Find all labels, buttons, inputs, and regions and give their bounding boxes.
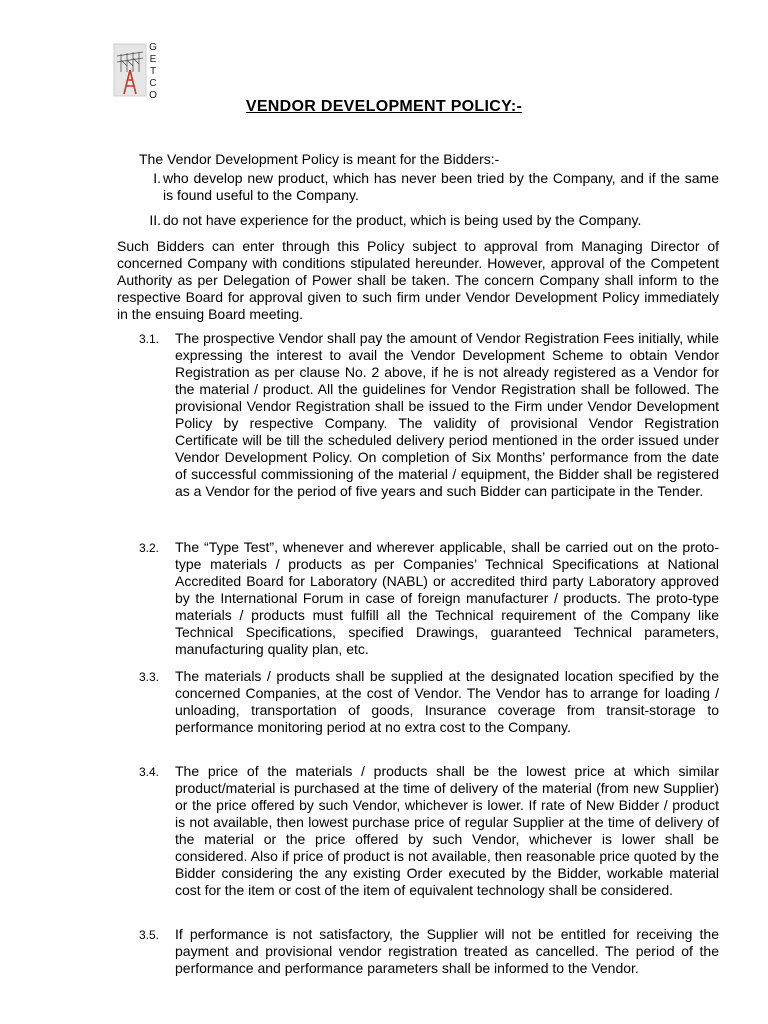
list-item-number: II. [149,212,161,228]
clause-text: The prospective Vendor shall pay the amount of Vendor Registration Fees initially, while expressing the interest to avail the Vendor Development Scheme to obtain Vendor Registration as per clause No. 2 above, if he is not already registered as a Vendor for the material / product. All the guidelines for Vendor Registration shall be followed. The provisional Vendor Registration shall be issued to the Firm under Vendor Development Policy by respective Company. The validity of provisional Vendor Registration Certificate will be till the scheduled delivery period mentioned in the order issued under Vendor Development Policy. On completion of Six Months’ performance from the date of successful commissioning of the material / equipment, the Bidder shall be registered as a Vendor for the period of five years and such Bidder can participate in the Tender. [175,330,719,499]
logo-letter: E [149,54,157,65]
page-title: VENDOR DEVELOPMENT POLICY:- [245,98,523,115]
clause-number: 3.1. [139,332,160,346]
logo-letter: G [149,42,157,53]
logo-letter: O [149,90,157,101]
clause-text: The price of the materials / products shall be the lowest price at which similar product/material is purchased at the time of delivery of the material (from new Supplier) or the price offered by such Vendor, whichever is lower. If rate of New Bidder / product is not available, then lowest purchase price of regular Supplier at the time of delivery of the material or the price offered by such Vendor, whichever is lower shall be considered. Also if price of product is not available, then reasonable price quoted by the Bidder considering the any existing Order executed by the Bidder, workable material cost for the item or cost of the item of equivalent technology shall be considered. [175,763,719,898]
logo-lettering [147,42,159,102]
logo-letter: T [149,66,157,77]
transmission-tower-icon [113,42,147,98]
company-logo [113,42,159,101]
list-item-number: I. [153,170,161,186]
intro-text: The Vendor Development Policy is meant for the Bidders:- [139,151,500,167]
list-item-text: do not have experience for the product, which is being used by the Company. [163,212,642,228]
clause-number: 3.2. [139,541,160,555]
clause-number: 3.5. [139,928,160,942]
policy-paragraph: Such Bidders can enter through this Policy subject to approval from Managing Director of concerned Company with conditions stipulated hereunder. However, approval of the Competent Authority as per Delegation of Power shall be taken. The concern Company shall inform to the respective Board for approval given to such firm under Vendor Development Policy immediately in the ensuing Board meeting. [117,238,719,322]
logo-letter: C [149,78,157,89]
clause-text: The materials / products shall be supplied at the designated location specified by the concerned Companies, at the cost of Vendor. The Vendor has to arrange for loading / unloading, transportation of goods, Insurance coverage from transit-storage to performance monitoring period at no extra cost to the Company. [175,668,719,735]
clause-text: The “Type Test”, whenever and wherever applicable, shall be carried out on the proto-type materials / products as per Companies’ Technical Specifications at National Accredited Board for Laboratory (NABL) or accredited third party Laboratory approved by the International Forum in case of foreign manufacturer / products. The proto-type materials / products must fulfill all the Technical requirement of the Company like Technical Specifications, specified Drawings, guaranteed Technical parameters, manufacturing quality plan, etc. [175,539,719,657]
clause-number: 3.3. [139,670,160,684]
clause-text: If performance is not satisfactory, the Supplier will not be entitled for receiving the payment and provisional vendor registration treated as cancelled. The period of the performance and performance parameters shall be informed to the Vendor. [175,926,719,976]
clause-number: 3.4. [139,765,160,779]
list-item-text: who develop new product, which has never been tried by the Company, and if the same is found useful to the Company. [163,170,719,203]
